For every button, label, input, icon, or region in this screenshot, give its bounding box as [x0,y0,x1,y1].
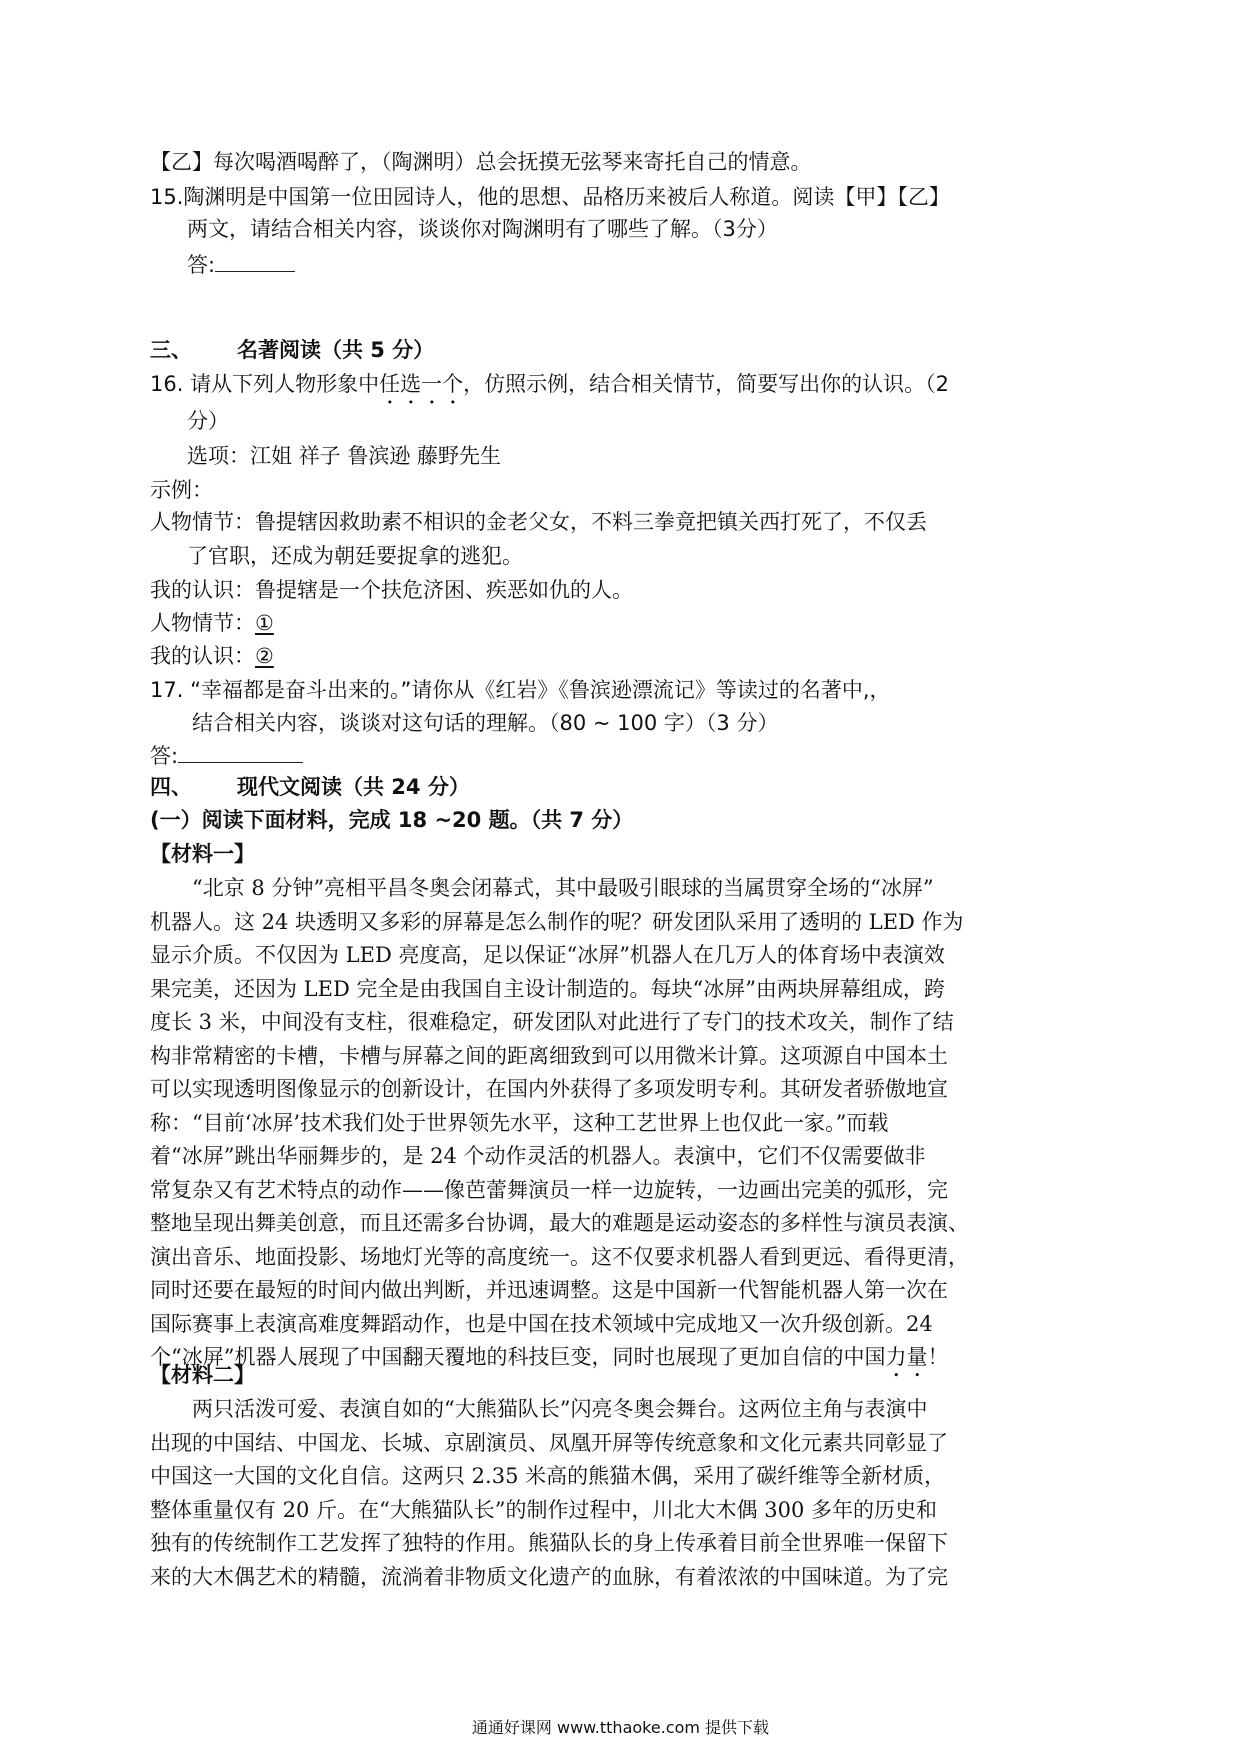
material1-line: 称：“目前‘冰屏’技术我们处于世界领先水平，这种工艺世界上也仅此一家。”而载 [150,1110,889,1135]
q16-plot-blank[interactable]: ① [255,611,274,635]
material1-line: 可以实现透明图像显示的创新设计，在国内外获得了多项发明专利。其研发者骄傲地宣 [150,1077,948,1101]
q15-question-line1: 15.陶渊明是中国第一位田园诗人，他的思想、品格历来被后人称道。阅读【甲】【乙】 [150,185,950,209]
q16-line1-post: ，仿照示例，结合相关情节，简要写出你的认识。（2 [463,372,949,396]
q16-plot-label: 人物情节： [150,611,255,635]
section3-number: 三、 [150,338,192,362]
section4-heading [150,772,470,802]
q17-answer-blank[interactable] [178,740,303,763]
section4-subheading: (一）阅读下面材料，完成 18 ~20 题。（共 7 分） [150,808,634,832]
material1-heading: 【材料一】 [150,842,255,866]
q16-example-label: 示例： [150,478,213,502]
material2-line: 独有的传统制作工艺发挥了独特的作用。熊猫队长的身上传承着目前全世界唯一保留下 [150,1531,948,1555]
q15-question-line2: 两文，请结合相关内容，谈谈你对陶渊明有了哪些了解。（3分） [187,217,778,241]
material1-line: 着“冰屏”跳出华丽舞步的，是 24 个动作灵活的机器人。表演中，它们不仅需要做非 [150,1144,926,1168]
q15-answer [187,249,295,280]
material1-line: 果完美，还因为 LED 完全是由我国自主设计制造的。每块“冰屏”由两块屏幕组成，跨 [150,976,945,1001]
q17-line1: 17. “幸福都是奋斗出来的。”请你从《红岩》《鲁滨逊漂流记》等读过的名著中,， [150,678,891,702]
material2-line: 来的大木偶艺术的精髓，流淌着非物质文化遗产的血脉，有着浓浓的中国味道。为了完 [150,1564,948,1589]
material1-body [150,872,969,1375]
material2-heading: 【材料二】 [150,1363,255,1387]
q16-plot-example-line1: 人物情节：鲁提辖因救助素不相识的金老父女，不料三拳竟把镇关西打死了，不仅丢 [150,510,927,534]
material1-line: 构非常精密的卡槽，卡槽与屏幕之间的距离细致到可以用微米计算。这项源自中国本土 [150,1043,948,1068]
material1-dotted-emphasis: 力量 [885,1345,928,1369]
material1-line: “北京 8 分钟”亮相平昌冬奥会闭幕式，其中最吸引眼球的当属贯穿全场的“冰屏” [171,876,934,900]
material1-line-end: ！ [927,1345,949,1369]
q16-view-blank[interactable]: ② [255,644,274,668]
q16-plot-example-line2: 了官职，还成为朝廷要捉拿的逃犯。 [187,544,523,568]
q15-answer-label: 答: [187,253,216,277]
section3-heading [150,335,434,365]
q16-dotted-emphasis: 任选一个 [379,372,464,396]
material2-line: 整体重量仅有 20 斤。在“大熊猫队长”的制作过程中，川北大木偶 300 多年的历史和 [150,1497,937,1522]
section4-number: 四、 [150,775,192,799]
section3-title: 名著阅读（共 5 分） [237,338,435,362]
material1-line: 整地呈现出舞美创意，而且还需多台协调，最大的难题是运动姿态的多样性与演员表演、 [150,1211,969,1235]
page-footer: 通通好课网 www.tthaoke.com 提供下载 [471,1718,770,1737]
material1-line: 个“冰屏”机器人展现了中国翻天覆地的科技巨变，同时也展现了更加自信的中国 [150,1345,886,1369]
q17-answer-label: 答: [150,744,179,768]
material1-line: 机器人。这 24 块透明又多彩的屏幕是怎么制作的呢？研发团队采用了透明的 LED 作为 [150,909,964,934]
q17-line2: 结合相关内容，谈谈对这句话的理解。（80 ~ 100 字）（3 分） [192,711,779,735]
material2-line: 中国这一大国的文化自信。这两只 2.35 米高的熊猫木偶，采用了碳纤维等全新材质， [150,1464,946,1488]
material1-line: 同时还要在最短的时间内做出判断，并迅速调整。这是中国新一代智能机器人第一次在 [150,1278,948,1302]
q16-options: 选项：江姐 祥子 鲁滨逊 藤野先生 [187,444,502,468]
section4-title: 现代文阅读（共 24 分） [237,775,470,799]
material2-body [150,1393,948,1594]
material1-line: 度长 3 米，中间没有支柱，很难稳定，研发团队对此进行了专门的技术攻关，制作了结 [150,1010,954,1034]
q16-line1 [150,369,949,409]
q15-answer-blank[interactable] [215,249,295,272]
q15-yi-translation: 【乙】每次喝酒喝醉了，（陶渊明）总会抚摸无弦琴来寄托自己的情意。 [150,150,812,174]
material1-last-line [150,1341,969,1375]
material2-line: 两只活泼可爱、表演自如的“大熊猫队长”闪亮冬奥会舞台。这两位主角与表演中 [171,1397,928,1421]
material1-line: 国际赛事上表演高难度舞蹈动作，也是中国在技术领域中完成地又一次升级创新。24 [150,1311,933,1336]
material1-line: 演出音乐、地面投影、场地灯光等的高度统一。这不仅要求机器人看到更远、看得更清， [150,1244,969,1269]
q16-view-example: 我的认识：鲁提辖是一个扶危济困、疾恶如仇的人。 [150,578,633,602]
q16-line2: 分） [187,409,229,433]
q16-plot-answer [150,608,274,638]
q16-view-label: 我的认识： [150,644,255,668]
q16-line1-pre: 16. 请从下列人物形象中 [150,372,380,396]
q17-answer [150,740,303,771]
material1-line: 常复杂又有艺术特点的动作——像芭蕾舞演员一样一边旋转，一边画出完美的弧形，完 [150,1177,948,1202]
material2-line: 出现的中国结、中国龙、长城、京剧演员、凤凰开屏等传统意象和文化元素共同彰显了 [150,1430,948,1455]
material1-line: 显示介质。不仅因为 LED 亮度高，足以保证“冰屏”机器人在几万人的体育场中表演效 [150,943,945,967]
q16-view-answer [150,641,274,671]
